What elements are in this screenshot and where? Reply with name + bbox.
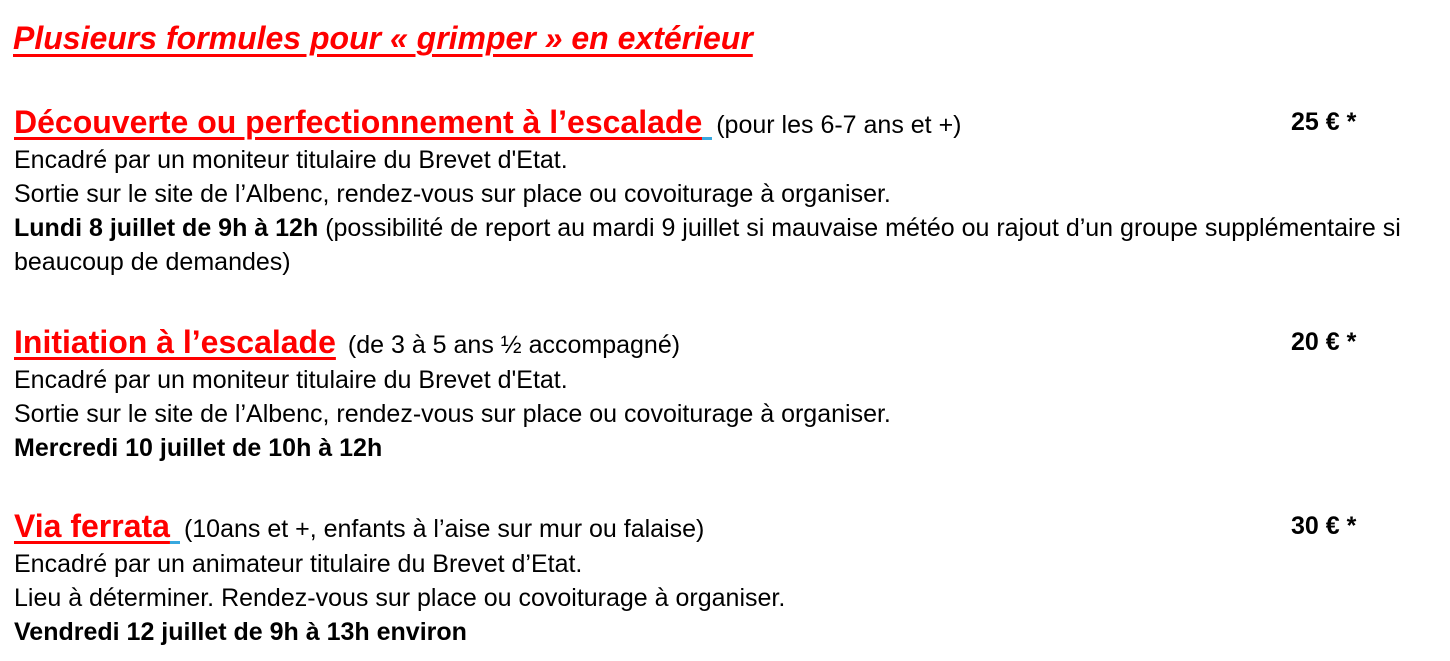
price-label: 20 € * (1291, 328, 1357, 356)
title-underline-accent (170, 541, 180, 544)
schedule-date: Vendredi 12 juillet de 9h à 13h environ (14, 618, 467, 646)
description-line: Encadré par un moniteur titulaire du Brevet d'Etat. (14, 146, 568, 174)
age-note: (pour les 6-7 ans et +) (716, 111, 962, 139)
section-title-row (14, 321, 1444, 363)
section-title: Découverte ou perfectionnement à l’escalade (14, 104, 703, 140)
price-label: 25 € * (1291, 108, 1357, 136)
description-line: Encadré par un animateur titulaire du Brevet d’Etat. (14, 550, 583, 578)
page-heading: Plusieurs formules pour « grimper » en extérieur (13, 20, 753, 56)
description-line: Sortie sur le site de l’Albenc, rendez-vous sur place ou covoiturage à organiser. (14, 400, 891, 428)
section-decouverte (14, 101, 1444, 279)
section-title-row (14, 101, 1444, 143)
age-note: (10ans et +, enfants à l’aise sur mur ou falaise) (183, 515, 705, 543)
description-line: Sortie sur le site de l’Albenc, rendez-vous sur place ou covoiturage à organiser. (14, 180, 891, 208)
schedule-date: Mercredi 10 juillet de 10h à 12h (14, 434, 383, 462)
section-title-row (14, 505, 1444, 547)
description-line: Lieu à déterminer. Rendez-vous sur place ou covoiturage à organiser. (14, 584, 786, 612)
schedule-line (14, 211, 1446, 279)
section-title: Initiation à l’escalade (14, 324, 336, 360)
schedule-details: (possibilité de report au mardi 9 juillet si mauvaise météo ou rajout d’un groupe supplémentaire si beaucoup de demandes) (14, 214, 1401, 276)
description-line: Encadré par un moniteur titulaire du Brevet d'Etat. (14, 366, 568, 394)
section-via-ferrata (14, 505, 1444, 649)
title-underline-accent (702, 137, 712, 140)
section-title: Via ferrata (14, 508, 170, 544)
schedule-date: Lundi 8 juillet de 9h à 12h (14, 214, 319, 242)
section-initiation (14, 321, 1444, 465)
age-note: (de 3 à 5 ans ½ accompagné) (347, 331, 681, 359)
price-label: 30 € * (1291, 512, 1357, 540)
